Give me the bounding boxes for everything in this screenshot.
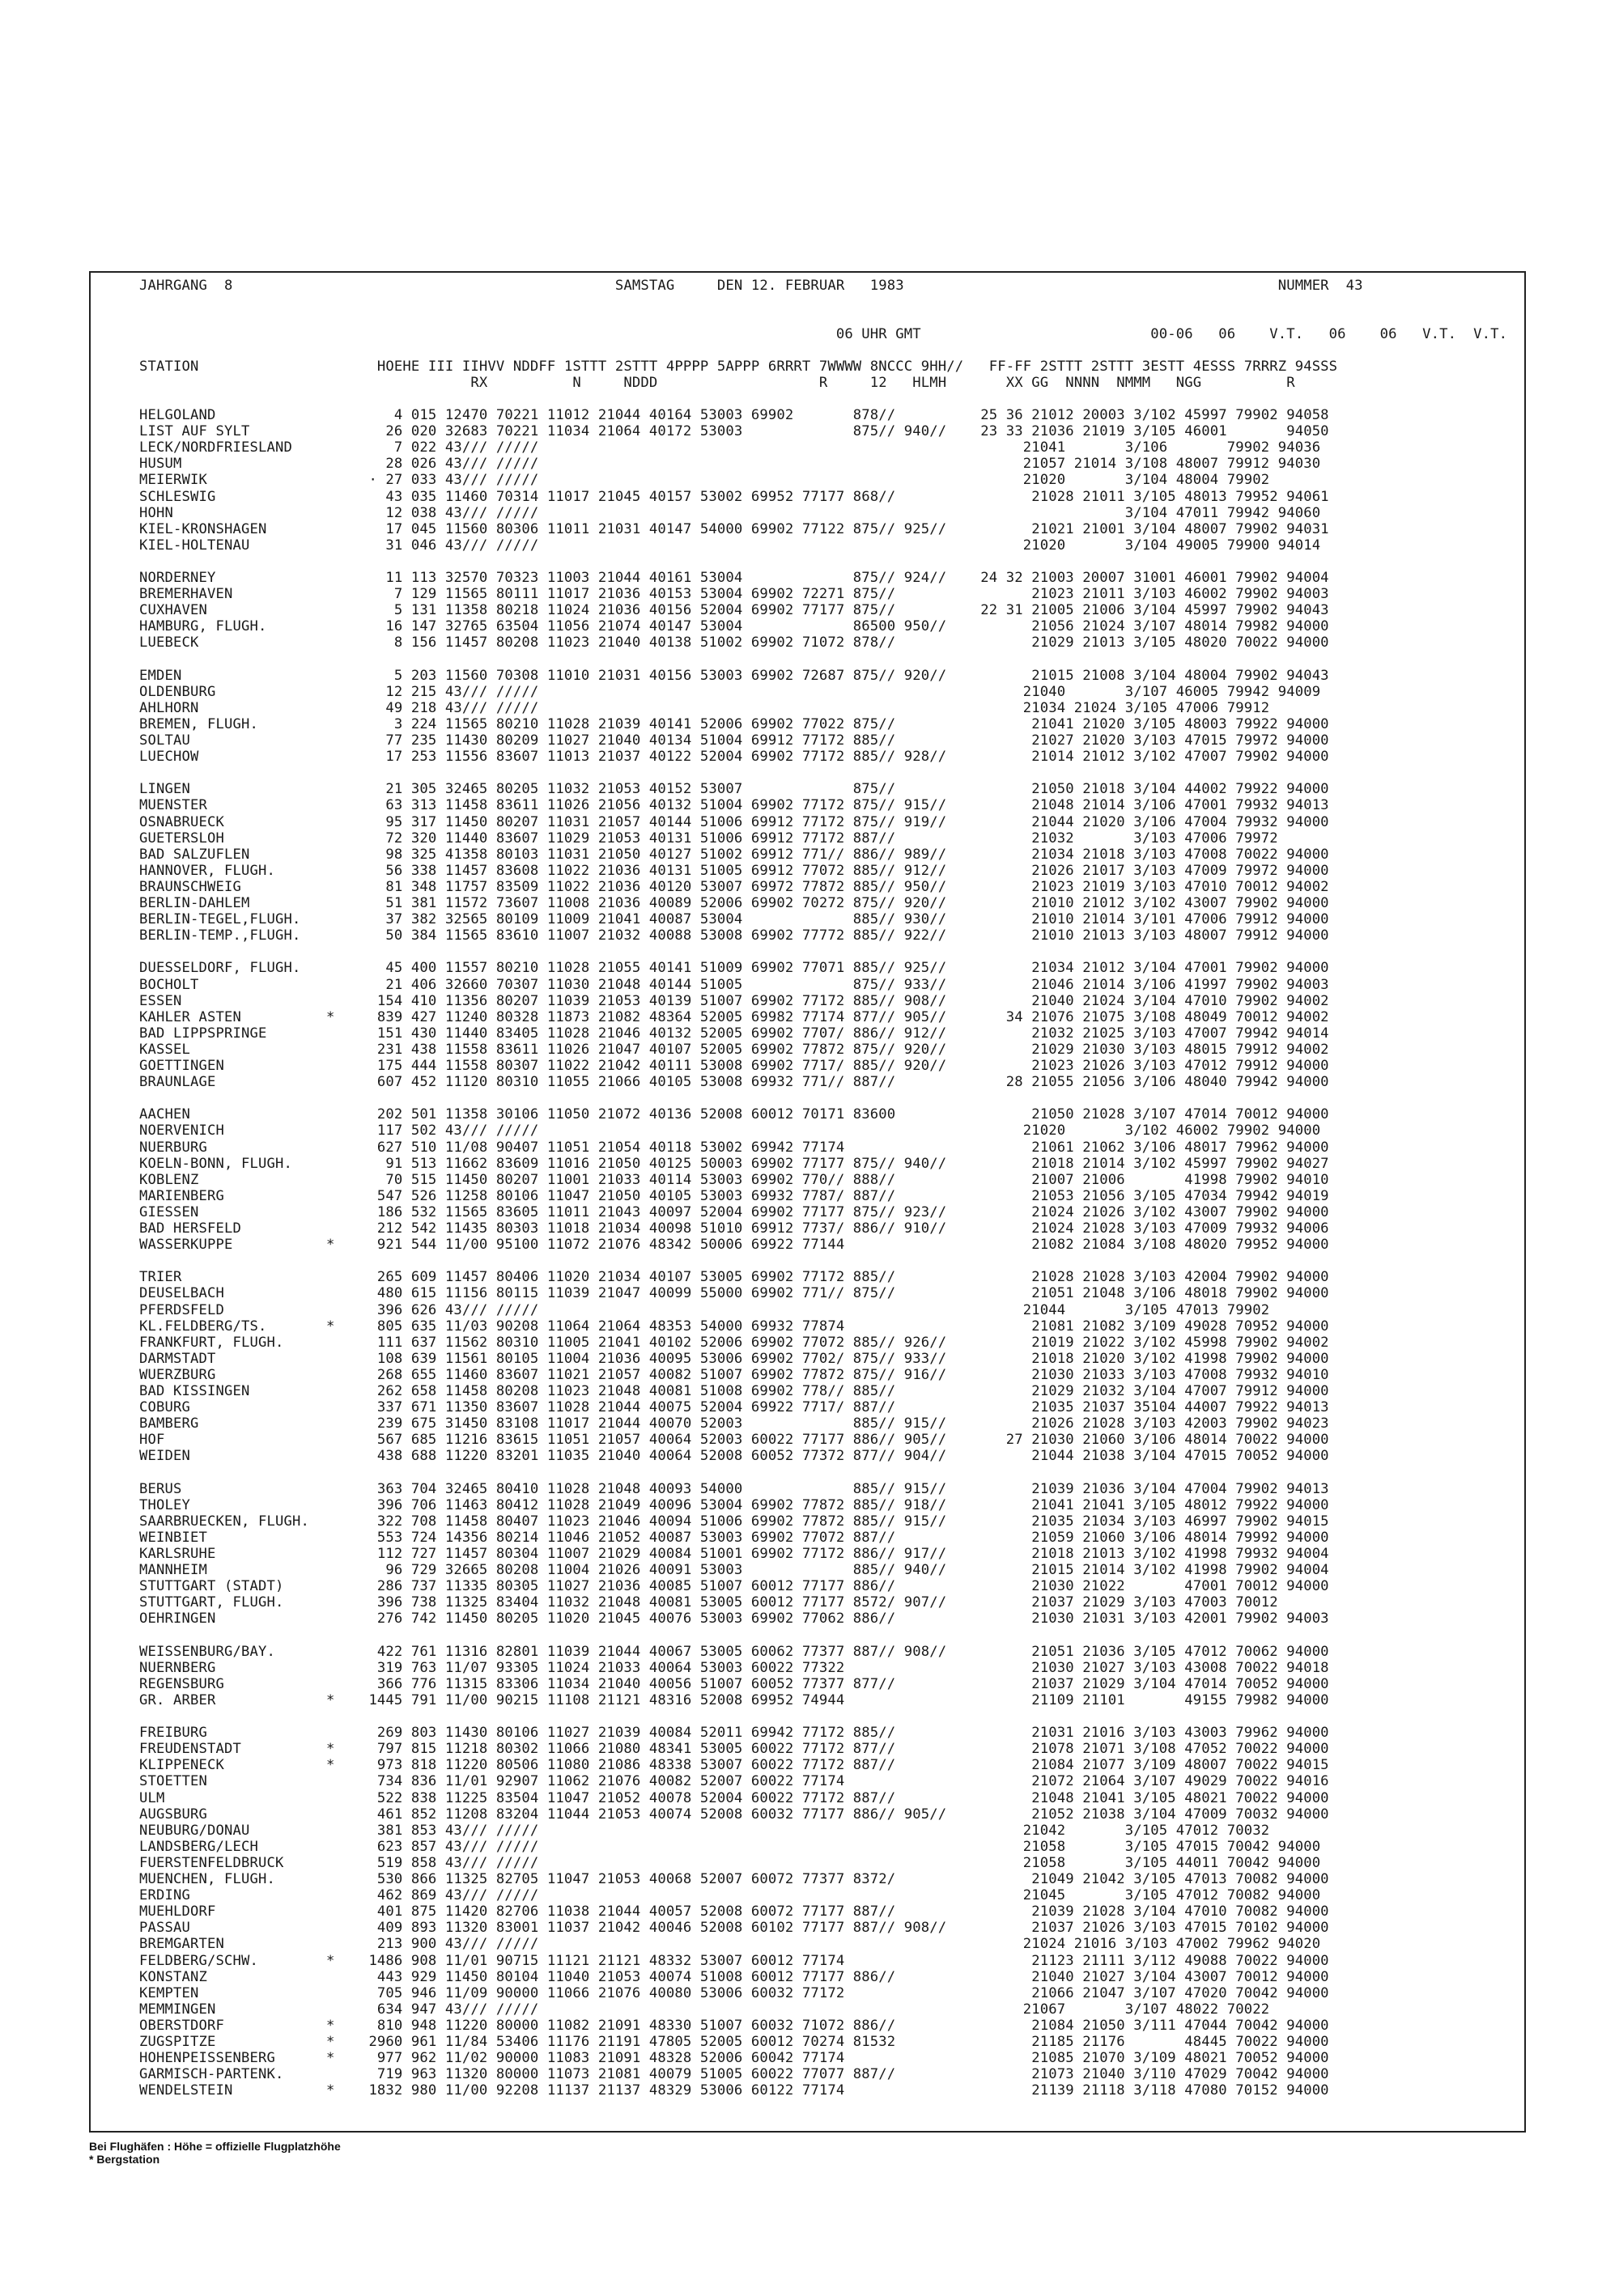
station-row: CUXHAVEN 5 131 11358 80218 11024 21036 40156 52004 69902 77177 875// 22 31 21005 21006 3/104 45997 79902 94043	[139, 602, 1329, 619]
station-row: AACHEN 202 501 11358 30106 11050 21072 40136 52008 60012 70171 83600 21050 21028 3/107 47014 70012 94000	[139, 1106, 1329, 1123]
station-row: GUETERSLOH 72 320 11440 83607 11029 21053 40131 51006 69912 77172 887// 21032 3/103 47006 79972	[139, 830, 1278, 847]
station-row: ERDING 462 869 43/// ///// 21045 3/105 47012 70082 94000	[139, 1887, 1321, 1904]
station-row: TRIER 265 609 11457 80406 11020 21034 40107 53005 69902 77172 885// 21028 21028 3/103 42004 79902 94000	[139, 1269, 1329, 1286]
station-row: HANNOVER, FLUGH. 56 338 11457 83608 11022 21036 40131 51005 69912 77072 885// 912// 21026 21017 3/103 47009 79972 94000	[139, 862, 1329, 879]
station-row: SAARBRUECKEN, FLUGH. 322 708 11458 80407 11023 21046 40094 51006 69902 77872 885// 915// 21035 21034 3/103 46997 79902 94015	[139, 1513, 1329, 1530]
station-row: OSNABRUECK 95 317 11450 80207 11031 21057 40144 51006 69912 77172 875// 919// 21044 21020 3/106 47004 79932 94000	[139, 813, 1329, 830]
station-row: HAMBURG, FLUGH. 16 147 32765 63504 11056 21074 40147 53004 86500 950// 21056 21024 3/107 48014 79982 94000	[139, 618, 1329, 635]
station-row: OLDENBURG 12 215 43/// ///// 21040 3/107 46005 79942 94009	[139, 683, 1321, 700]
station-row: WEINBIET 553 724 14356 80214 11046 21052 40087 53003 69902 77072 887// 21059 21060 3/106 48014 79992 94000	[139, 1529, 1329, 1546]
station-row: FRANKFURT, FLUGH. 111 637 11562 80310 11005 21041 40102 52006 69902 77072 885// 926// 21019 21022 3/102 45998 79902 94002	[139, 1334, 1329, 1351]
station-row: BRAUNLAGE 607 452 11120 80310 11055 21066 40105 53008 69932 771// 887// 28 21055 21056 3/106 48040 79942 94000	[139, 1074, 1329, 1091]
station-row: BAD LIPPSPRINGE 151 430 11440 83405 11028 21046 40132 52005 69902 7707/ 886// 912// 21032 21025 3/103 47007 79942 94014	[139, 1025, 1329, 1042]
station-row: MEIERWIK · 27 033 43/// ///// 21020 3/104 48004 79902	[139, 472, 1270, 489]
station-row: EMDEN 5 203 11560 70308 11010 21031 40156 53003 69902 72687 875// 920// 21015 21008 3/104 48004 79902 94043	[139, 667, 1329, 684]
station-row: PASSAU 409 893 11320 83001 11037 21042 40046 52008 60102 77177 887// 908// 21037 21026 3/103 47015 70102 94000	[139, 1920, 1329, 1937]
station-row: KOBLENZ 70 515 11450 80207 11001 21033 40114 53003 69902 770// 888// 21007 21006 41998 79902 94010	[139, 1171, 1329, 1188]
station-row: LUEBECK 8 156 11457 80208 11023 21040 40138 51002 69902 71072 878// 21029 21013 3/105 48020 70022 94000	[139, 634, 1329, 651]
station-row: GR. ARBER * 1445 791 11/00 90215 11108 21121 48316 52008 69952 74944 21109 21101 49155 79982 94000	[139, 1691, 1329, 1708]
station-row: KIEL-KRONSHAGEN 17 045 11560 80306 11011 21031 40147 54000 69902 77122 875// 925// 21021 21001 3/104 48007 79902 94031	[139, 520, 1329, 537]
station-row: HOHENPEISSENBERG * 977 962 11/02 90000 11083 21091 48328 52006 60042 77174 21085 21070 3/109 48021 70052 94000	[139, 2050, 1329, 2067]
station-row: HOHN 12 038 43/// ///// 3/104 47011 79942 94060	[139, 504, 1321, 521]
station-row: NUERBURG 627 510 11/08 90407 11051 21054 40118 53002 69942 77174 21061 21062 3/106 48017 79962 94000	[139, 1139, 1329, 1156]
header-line-2: 06 UHR GMT 00-06 06 V.T. 06 06 V.T. V.T.	[139, 326, 1508, 342]
station-row: MUENCHEN, FLUGH. 530 866 11325 82705 11047 21053 40068 52007 60072 77377 8372/ 21049 21042 3/105 47013 70082 94000	[139, 1871, 1329, 1887]
station-row: THOLEY 396 706 11463 80412 11028 21049 40096 53004 69902 77872 885// 918// 21041 21041 3/105 48012 79922 94000	[139, 1496, 1329, 1513]
station-row: MUEHLDORF 401 875 11420 82706 11038 21044 40057 52008 60072 77177 887// 21039 21028 3/104 47010 70082 94000	[139, 1903, 1329, 1920]
station-row: BAD HERSFELD 212 542 11435 80303 11018 21034 40098 51010 69912 7737/ 886// 910// 21024 21028 3/103 47009 79932 94006	[139, 1220, 1329, 1237]
station-row: COBURG 337 671 11350 83607 11028 21044 40075 52004 69922 7717/ 887// 21035 21037 35104 44007 79922 94013	[139, 1399, 1329, 1416]
station-row: KONSTANZ 443 929 11450 80104 11040 21053 40074 51008 60012 77177 886// 21040 21027 3/104 43007 70012 94000	[139, 1968, 1329, 1985]
station-row: SOLTAU 77 235 11430 80209 11027 21040 40134 51004 69912 77172 885// 21027 21020 3/103 47015 79972 94000	[139, 732, 1329, 749]
station-row: LECK/NORDFRIESLAND 7 022 43/// ///// 21041 3/106 79902 94036	[139, 439, 1321, 456]
station-row: FUERSTENFELDBRUCK 519 858 43/// ///// 21058 3/105 44011 70042 94000	[139, 1854, 1321, 1871]
column-header-codes: STATION HOEHE III IIHVV NDDFF 1STTT 2STTT 4PPPP 5APPP 6RRRT 7WWWW 8NCCC 9HH// FF-FF 2STTT 2STTT 3ESTT 4ESSS 7RRRZ 94SSS	[139, 359, 1338, 375]
station-row: WASSERKUPPE * 921 544 11/00 95100 11072 21076 48342 50006 69922 77144 21082 21084 3/108 48020 79952 94000	[139, 1237, 1329, 1254]
station-row: BREMGARTEN 213 900 43/// ///// 21024 21016 3/103 47002 79962 94020	[139, 1936, 1321, 1953]
station-row: GIESSEN 186 532 11565 83605 11011 21043 40097 52004 69902 77177 875// 923// 21024 21026 3/102 43007 79902 94000	[139, 1203, 1329, 1220]
station-row: BREMEN, FLUGH. 3 224 11565 80210 11028 21039 40141 52006 69902 77022 875// 21041 21020 3/105 48003 79922 94000	[139, 715, 1329, 732]
station-row: BERLIN-TEGEL,FLUGH. 37 382 32565 80109 11009 21041 40087 53004 885// 930// 21010 21014 3/101 47006 79912 94000	[139, 911, 1329, 928]
station-row: KIEL-HOLTENAU 31 046 43/// ///// 21020 3/104 49005 79900 94014	[139, 537, 1321, 554]
station-row: FELDBERG/SCHW. * 1486 908 11/01 90715 11121 21121 48332 53007 60012 77174 21123 21111 3/112 49088 70022 94000	[139, 1952, 1329, 1969]
station-row: GARMISCH-PARTENK. 719 963 11320 80000 11073 21081 40079 51005 60022 77077 887// 21073 21040 3/110 47029 70042 94000	[139, 2066, 1329, 2083]
station-row: NOERVENICH 117 502 43/// ///// 21020 3/102 46002 79902 94000	[139, 1123, 1321, 1140]
station-row: WENDELSTEIN * 1832 980 11/00 92208 11137 21137 48329 53006 60122 77174 21139 21118 3/118 47080 70152 94000	[139, 2082, 1329, 2099]
station-row: WEISSENBURG/BAY. 422 761 11316 82801 11039 21044 40067 53005 60062 77377 887// 908// 21051 21036 3/105 47012 70062 94000	[139, 1643, 1329, 1660]
station-row: LIST AUF SYLT 26 020 32683 70221 11034 21064 40172 53003 875// 940// 23 33 21036 21019 3/105 46001 94050	[139, 423, 1329, 440]
station-row: LANDSBERG/LECH 623 857 43/// ///// 21058 3/105 47015 70042 94000	[139, 1838, 1321, 1855]
station-row: KARLSRUHE 112 727 11457 80304 11007 21029 40084 51001 69902 77172 886// 917// 21018 21013 3/102 41998 79932 94004	[139, 1546, 1329, 1562]
column-header-subcodes: RX N NDDD R 12 HLMH XX GG NNNN NMMM NGG R	[139, 375, 1295, 391]
station-row: WEIDEN 438 688 11220 83201 11035 21040 40064 52008 60052 77372 877// 904// 21044 21038 3/104 47015 70052 94000	[139, 1448, 1329, 1465]
station-row: DUESSELDORF, FLUGH. 45 400 11557 80210 11028 21055 40141 51009 69902 77071 885// 925// 21034 21012 3/104 47001 79902 94000	[139, 960, 1329, 977]
station-row: WUERZBURG 268 655 11460 83607 11021 21057 40082 51007 69902 77872 875// 916// 21030 21033 3/103 47008 79932 94010	[139, 1366, 1329, 1383]
station-row: NORDERNEY 11 113 32570 70323 11003 21044 40161 53004 875// 924// 24 32 21003 20007 31001 46001 79902 94004	[139, 570, 1329, 586]
station-row: BERLIN-DAHLEM 51 381 11572 73607 11008 21036 40089 52006 69902 70272 875// 920// 21010 21012 3/102 43007 79902 94000	[139, 895, 1329, 911]
station-row: OBERSTDORF * 810 948 11220 80000 11082 21091 48330 51007 60032 71072 886// 21084 21050 3/111 47044 70042 94000	[139, 2017, 1329, 2034]
station-row: BERUS 363 704 32465 80410 11028 21048 40093 54000 885// 915// 21039 21036 3/104 47004 79902 94013	[139, 1480, 1329, 1497]
station-row: REGENSBURG 366 776 11315 83306 11034 21040 40056 51007 60052 77377 877// 21037 21029 3/104 47014 70052 94000	[139, 1675, 1329, 1692]
station-row: NUERNBERG 319 763 11/07 93305 11024 21033 40064 53003 60022 77322 21030 21027 3/103 43008 70022 94018	[139, 1659, 1329, 1676]
station-row: KEMPTEN 705 946 11/09 90000 11066 21076 40080 53006 60032 77172 21066 21047 3/107 47020 70042 94000	[139, 1984, 1329, 2001]
station-row: PFERDSFELD 396 626 43/// ///// 21044 3/105 47013 79902	[139, 1301, 1270, 1318]
station-row: AUGSBURG 461 852 11208 83204 11044 21053 40074 52008 60032 77177 886// 905// 21052 21038 3/104 47009 70032 94000	[139, 1806, 1329, 1823]
station-row: KL.FELDBERG/TS. * 805 635 11/03 90208 11064 21064 48353 54000 69932 77874 21081 21082 3/109 49028 70952 94000	[139, 1318, 1329, 1335]
station-row: BREMERHAVEN 7 129 11565 80111 11017 21036 40153 53004 69902 72271 875// 21023 21011 3/103 46002 79902 94003	[139, 586, 1329, 603]
station-row: FREIBURG 269 803 11430 80106 11027 21039 40084 52011 69942 77172 885// 21031 21016 3/103 43003 79962 94000	[139, 1725, 1329, 1742]
report-sheet	[89, 271, 1526, 2133]
station-row: ZUGSPITZE * 2960 961 11/84 53406 11176 21191 47805 52005 60012 70274 81532 21185 21176 48445 70022 94000	[139, 2034, 1329, 2050]
station-row: ESSEN 154 410 11356 80207 11039 21053 40139 51007 69902 77172 885// 908// 21040 21024 3/104 47010 79902 94002	[139, 992, 1329, 1009]
station-row: STUTTGART, FLUGH. 396 738 11325 83404 11032 21048 40081 53005 60012 77177 8572/ 907// 21037 21029 3/103 47003 70012	[139, 1594, 1278, 1611]
station-row: MEMMINGEN 634 947 43/// ///// 21067 3/107 48022 70022	[139, 2001, 1270, 2018]
station-row: BRAUNSCHWEIG 81 348 11757 83509 11022 21036 40120 53007 69972 77872 885// 950// 21023 21019 3/103 47010 70012 94002	[139, 878, 1329, 895]
station-row: MARIENBERG 547 526 11258 80106 11047 21050 40105 53003 69932 7787/ 887// 21053 21056 3/105 47034 79942 94019	[139, 1187, 1329, 1204]
station-row: MUENSTER 63 313 11458 83611 11026 21056 40132 51004 69902 77172 875// 915// 21048 21014 3/106 47001 79932 94013	[139, 797, 1329, 814]
station-row: FREUDENSTADT * 797 815 11218 80302 11066 21080 48341 53005 60022 77172 877// 21078 21071 3/108 47052 70022 94000	[139, 1741, 1329, 1758]
header-line-1: JAHRGANG 8 SAMSTAG DEN 12. FEBRUAR 1983 NUMMER 43	[139, 278, 1363, 294]
airport-footnote: Bei Flughäfen : Höhe = offizielle Flugplatzhöhe	[89, 2140, 341, 2153]
station-row: MANNHEIM 96 729 32665 80208 11004 21026 40091 53003 885// 940// 21015 21014 3/102 41998 79902 94004	[139, 1562, 1329, 1579]
station-row: LINGEN 21 305 32465 80205 11032 21053 40152 53007 875// 21050 21018 3/104 44002 79922 94000	[139, 781, 1329, 798]
station-row: NEUBURG/DONAU 381 853 43/// ///// 21042 3/105 47012 70032	[139, 1822, 1270, 1839]
station-row: HUSUM 28 026 43/// ///// 21057 21014 3/108 48007 79912 94030	[139, 456, 1321, 473]
station-row: KASSEL 231 438 11558 83611 11026 21047 40107 52005 69902 77872 875// 920// 21029 21030 3/103 48015 79912 94002	[139, 1041, 1329, 1058]
station-row: HELGOLAND 4 015 12470 70221 11012 21044 40164 53003 69902 878// 25 36 21012 20003 3/102 45997 79902 94058	[139, 407, 1329, 423]
station-row: OEHRINGEN 276 742 11450 80205 11020 21045 40076 53003 69902 77062 886// 21030 21031 3/103 42001 79902 94003	[139, 1611, 1329, 1628]
station-row: KOELN-BONN, FLUGH. 91 513 11662 83609 11016 21050 40125 50003 69902 77177 875// 940// 21018 21014 3/102 45997 79902 94027	[139, 1155, 1329, 1172]
station-row: STUTTGART (STADT) 286 737 11335 80305 11027 21036 40085 51007 60012 77177 886// 21030 21022 47001 70012 94000	[139, 1578, 1329, 1595]
station-row: KAHLER ASTEN * 839 427 11240 80328 11873 21082 48364 52005 69982 77174 877// 905// 34 21076 21075 3/108 48049 70012 94002	[139, 1008, 1329, 1025]
station-row: STOETTEN 734 836 11/01 92907 11062 21076 40082 52007 60022 77174 21072 21064 3/107 49029 70022 94016	[139, 1773, 1329, 1790]
station-row: DARMSTADT 108 639 11561 80105 11004 21036 40095 53006 69902 7702/ 875// 933// 21018 21020 3/102 41998 79902 94000	[139, 1350, 1329, 1367]
station-row: BERLIN-TEMP.,FLUGH. 50 384 11565 83610 11007 21032 40088 53008 69902 77772 885// 922// 21010 21013 3/103 48007 79912 94000	[139, 927, 1329, 944]
mountain-footnote: * Bergstation	[89, 2153, 160, 2166]
station-row: AHLHORN 49 218 43/// ///// 21034 21024 3/105 47006 79912	[139, 699, 1270, 716]
station-row: BAD KISSINGEN 262 658 11458 80208 11023 21048 40081 51008 69902 778// 885// 21029 21032 3/104 47007 79912 94000	[139, 1383, 1329, 1399]
station-row: BAD SALZUFLEN 98 325 41358 80103 11031 21050 40127 51002 69912 771// 886// 989// 21034 21018 3/103 47008 70022 94000	[139, 846, 1329, 863]
station-row: HOF 567 685 11216 83615 11051 21057 40064 52003 60022 77177 886// 905// 27 21030 21060 3/106 48014 70022 94000	[139, 1432, 1329, 1449]
station-row: ULM 522 838 11225 83504 11047 21052 40078 52004 60022 77172 887// 21048 21041 3/105 48021 70022 94000	[139, 1789, 1329, 1806]
station-row: LUECHOW 17 253 11556 83607 11013 21037 40122 52004 69902 77172 885// 928// 21014 21012 3/102 47007 79902 94000	[139, 749, 1329, 766]
station-row: KLIPPENECK * 973 818 11220 80506 11080 21086 48338 53007 60022 77172 887// 21084 21077 3/109 48007 70022 94015	[139, 1757, 1329, 1774]
station-row: BOCHOLT 21 406 32660 70307 11030 21048 40144 51005 875// 933// 21046 21014 3/106 41997 79902 94003	[139, 976, 1329, 993]
station-row: BAMBERG 239 675 31450 83108 11017 21044 40070 52003 885// 915// 21026 21028 3/103 42003 79902 94023	[139, 1415, 1329, 1432]
station-row: GOETTINGEN 175 444 11558 80307 11022 21042 40111 53008 69902 7717/ 885// 920// 21023 21026 3/103 47012 79912 94000	[139, 1058, 1329, 1074]
station-row: SCHLESWIG 43 035 11460 70314 11017 21045 40157 53002 69952 77177 868// 21028 21011 3/105 48013 79952 94061	[139, 488, 1329, 505]
station-row: DEUSELBACH 480 615 11156 80115 11039 21047 40099 55000 69902 771// 875// 21051 21048 3/106 48018 79902 94000	[139, 1285, 1329, 1302]
